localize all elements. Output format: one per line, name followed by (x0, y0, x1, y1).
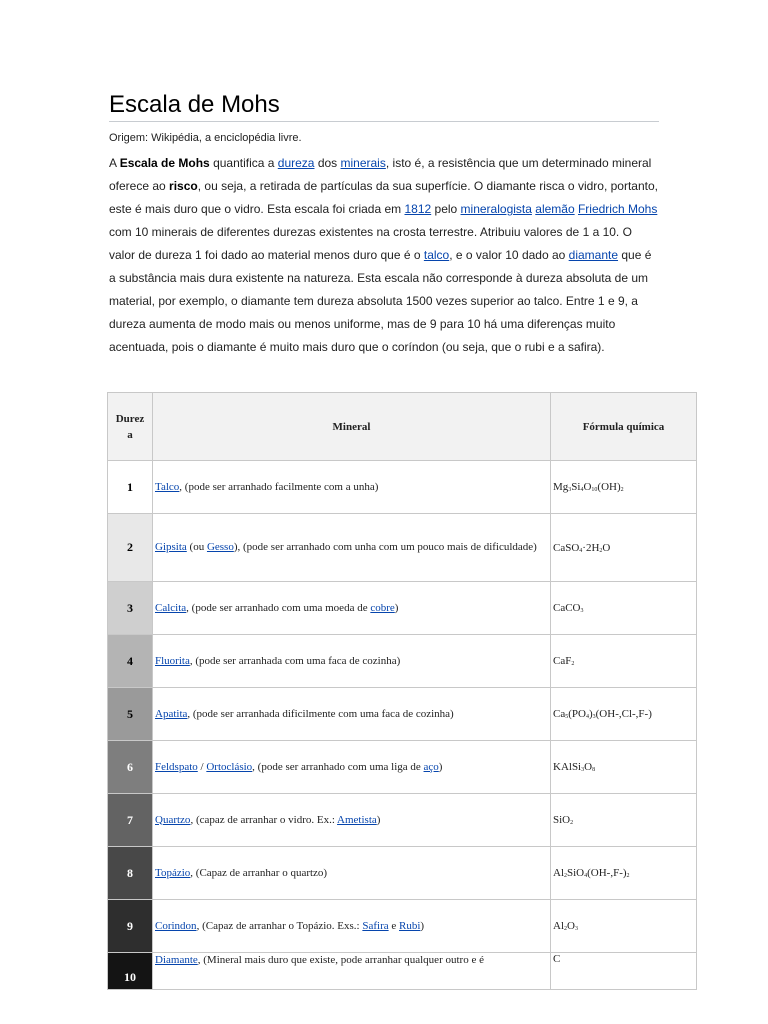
formula-part: O (584, 761, 593, 773)
formula-cell (551, 953, 697, 990)
mineral-link[interactable]: Talco (155, 480, 180, 493)
link-talco[interactable]: talco (423, 248, 450, 262)
mineral-text: (ou (186, 541, 207, 553)
table-row (108, 953, 697, 990)
formula-part: Ca (553, 708, 566, 720)
intro-bold-term: risco (169, 179, 198, 193)
mineral-text: , (pode ser arranhado com uma liga de (252, 760, 424, 773)
mineral-text: , (pode ser arranhada dificilmente com uma faca de cozinha) (187, 707, 454, 720)
dureza-cell: 5 (108, 688, 153, 741)
formula-part: CaSO (553, 541, 580, 554)
mineral-link[interactable]: Ametista (337, 813, 377, 826)
intro-text: com 10 minerais de diferentes durezas existentes na crosta terrestre. Atribuiu valores de 1 a 10. O valor de dureza 1 foi dado ao material menos duro que é o (109, 225, 632, 262)
formula-part: C (553, 953, 561, 965)
mineral-text: , (pode ser arranhado facilmente com a unha) (179, 480, 379, 493)
formula-part: CaF (553, 655, 572, 667)
formula-sub: 2 (571, 661, 575, 667)
intro-text: pelo (431, 202, 461, 216)
formula-part: Al (553, 867, 564, 879)
mineral-link[interactable]: Rubi (399, 919, 421, 932)
intro-text: , e o valor 10 dado ao (449, 248, 569, 262)
link-friedrich-mohs[interactable]: Friedrich Mohs (577, 202, 658, 216)
mineral-text: ) (376, 813, 381, 826)
formula-part: Al (553, 920, 564, 932)
formula-cell (551, 847, 697, 900)
mineral-text: , (pode ser arranhado com uma moeda de (186, 601, 371, 614)
formula-part: (OH) (597, 481, 621, 493)
header-dureza (108, 393, 153, 461)
mineral-cell (153, 794, 551, 847)
mineral-cell (153, 635, 551, 688)
mineral-text: , (Capaz de arranhar o quartzo) (190, 866, 328, 879)
formula-sub: 2 (620, 487, 624, 493)
intro-text: A (109, 156, 120, 170)
formula-sub: 2 (564, 926, 567, 932)
link-minerais[interactable]: minerais (340, 156, 386, 170)
formula-part: (OH-,Cl-,F-) (595, 708, 652, 720)
formula-part: SiO (553, 814, 571, 826)
intro-text: dos (314, 156, 341, 170)
mineral-text: , (capaz de arranhar o vidro. Ex.: (190, 813, 338, 826)
formula-sub: 3 (574, 926, 578, 932)
table-row (108, 900, 697, 953)
formula-part: (PO (568, 708, 586, 720)
formula-part: O (602, 541, 611, 554)
table-row (108, 688, 697, 741)
table-row (108, 794, 697, 847)
formula-sub: 3 (568, 487, 572, 493)
formula-part: Si (571, 481, 581, 493)
formula-cell (551, 794, 697, 847)
mineral-text: ) (420, 919, 425, 932)
table-header-row (108, 393, 697, 461)
formula-sub: 4 (584, 873, 588, 879)
formula-part: KAlSi (553, 761, 582, 773)
mineral-cell (153, 900, 551, 953)
mineral-cell (153, 847, 551, 900)
mineral-cell (153, 953, 551, 990)
formula-cell (551, 741, 697, 794)
intro-paragraph (109, 152, 659, 359)
formula-sub: 3 (581, 767, 585, 773)
link-alemao[interactable]: alemão (535, 202, 575, 216)
formula-sub: 4 (579, 547, 583, 554)
dureza-cell: 4 (108, 635, 153, 688)
formula-sub: 4 (585, 714, 589, 720)
intro-bold-term: Escala de Mohs (119, 156, 210, 170)
formula-cell (551, 688, 697, 741)
formula-part: O (567, 920, 575, 932)
mineral-link[interactable]: Quartzo (155, 813, 191, 826)
table-row (108, 741, 697, 794)
formula-part: (OH-,F-) (587, 867, 627, 879)
page-title: Escala de Mohs (109, 90, 659, 122)
mineral-link[interactable]: Diamante (155, 954, 198, 966)
header-dureza-text: Durez a (115, 412, 145, 441)
mineral-link[interactable]: Topázio (155, 866, 191, 879)
mineral-link[interactable]: Fluorita (155, 654, 190, 667)
mineral-text: ), (pode ser arranhado com unha com um pouco mais de dificuldade) (233, 541, 537, 553)
formula-sub: 3 (580, 608, 584, 614)
formula-part: ·2H (582, 541, 600, 554)
table-row (108, 847, 697, 900)
formula-part: O (583, 481, 592, 493)
dureza-cell: 10 (108, 953, 153, 990)
dureza-cell: 8 (108, 847, 153, 900)
dureza-cell: 1 (108, 461, 153, 514)
mineral-cell (153, 582, 551, 635)
mineral-link[interactable]: Corindon (155, 919, 197, 932)
link-mineralogista[interactable]: mineralogista (460, 202, 532, 216)
formula-cell (551, 461, 697, 514)
header-formula: Fórmula química (551, 393, 697, 461)
intro-text: quantifica a (209, 156, 278, 170)
mineral-link[interactable]: Gesso (206, 541, 234, 553)
dureza-cell: 2 (108, 514, 153, 582)
mineral-link[interactable]: Safira (362, 919, 389, 932)
mineral-text: , (Mineral mais duro que existe, pode arranhar qualquer outro e é (197, 954, 484, 966)
link-1812[interactable]: 1812 (404, 202, 432, 216)
mineral-cell (153, 514, 551, 582)
table-row (108, 514, 697, 582)
mineral-text: , (pode ser arranhada com uma faca de cozinha) (189, 654, 401, 667)
intro-text: , ou seja, a retirada de partículas da sua superfície. O diamante risca o vidro, portanto, este é mais duro que o vidro. Esta escala foi criada em (109, 179, 658, 216)
formula-cell (551, 635, 697, 688)
dureza-cell: 3 (108, 582, 153, 635)
formula-sub: 5 (565, 714, 569, 720)
link-dureza[interactable]: dureza (277, 156, 315, 170)
mineral-cell (153, 461, 551, 514)
mohs-scale-table (107, 392, 697, 990)
formula-sub: 10 (591, 487, 598, 493)
intro-text: que é a substância mais dura existente na natureza. Esta escala não corresponde à dureza absoluta de um material, por exemplo, o diamante tem dureza absoluta 1500 vezes superior ao talco. Entre 1 e 9, a dureza aumenta de modo mais ou menos uniforme, mas de 9 para 10 há uma diferenças muito acentuada, pois o diamante é muito mais duro que o coríndon (ou seja, que o rubi e a safira). (109, 248, 652, 354)
table-row (108, 635, 697, 688)
formula-cell (551, 900, 697, 953)
formula-sub: 2 (564, 873, 567, 879)
mineral-link[interactable]: aço (423, 760, 439, 773)
header-mineral: Mineral (153, 393, 551, 461)
mineral-text: , (Capaz de arranhar o Topázio. Exs.: (196, 919, 363, 932)
formula-sub: 3 (592, 714, 596, 720)
mineral-cell (153, 741, 551, 794)
table-row (108, 582, 697, 635)
formula-part: SiO (567, 867, 585, 879)
mineral-cell (153, 688, 551, 741)
mineral-link[interactable]: Ortoclásio (206, 760, 253, 773)
origin-note: Origem: Wikipédia, a enciclopédia livre. (109, 132, 302, 144)
formula-sub: 2 (570, 820, 574, 826)
dureza-cell: 6 (108, 741, 153, 794)
mineral-text: ) (438, 760, 443, 773)
formula-part: CaCO (553, 602, 581, 614)
formula-cell (551, 514, 697, 582)
dureza-cell: 7 (108, 794, 153, 847)
mineral-link[interactable]: Apatita (155, 707, 188, 720)
mineral-link[interactable]: Gipsita (155, 541, 187, 553)
mineral-link[interactable]: Feldspato (155, 760, 198, 773)
link-diamante[interactable]: diamante (568, 248, 619, 262)
formula-cell (551, 582, 697, 635)
mineral-link[interactable]: Calcita (155, 601, 187, 614)
mineral-text: ) (394, 601, 399, 614)
table-row (108, 461, 697, 514)
mineral-text: / (197, 760, 207, 773)
formula-part: Mg (553, 481, 569, 493)
mineral-link[interactable]: cobre (370, 601, 395, 614)
dureza-cell: 9 (108, 900, 153, 953)
mineral-text: e (388, 919, 400, 932)
intro-text: , isto é, a resistência que um determinado mineral oferece ao (109, 156, 652, 193)
formula-sub: 4 (580, 487, 584, 493)
article (109, 90, 659, 371)
formula-sub: 8 (592, 767, 596, 773)
formula-part: ) (588, 708, 593, 720)
formula-sub: 2 (599, 547, 603, 554)
formula-sub: 2 (626, 873, 630, 879)
